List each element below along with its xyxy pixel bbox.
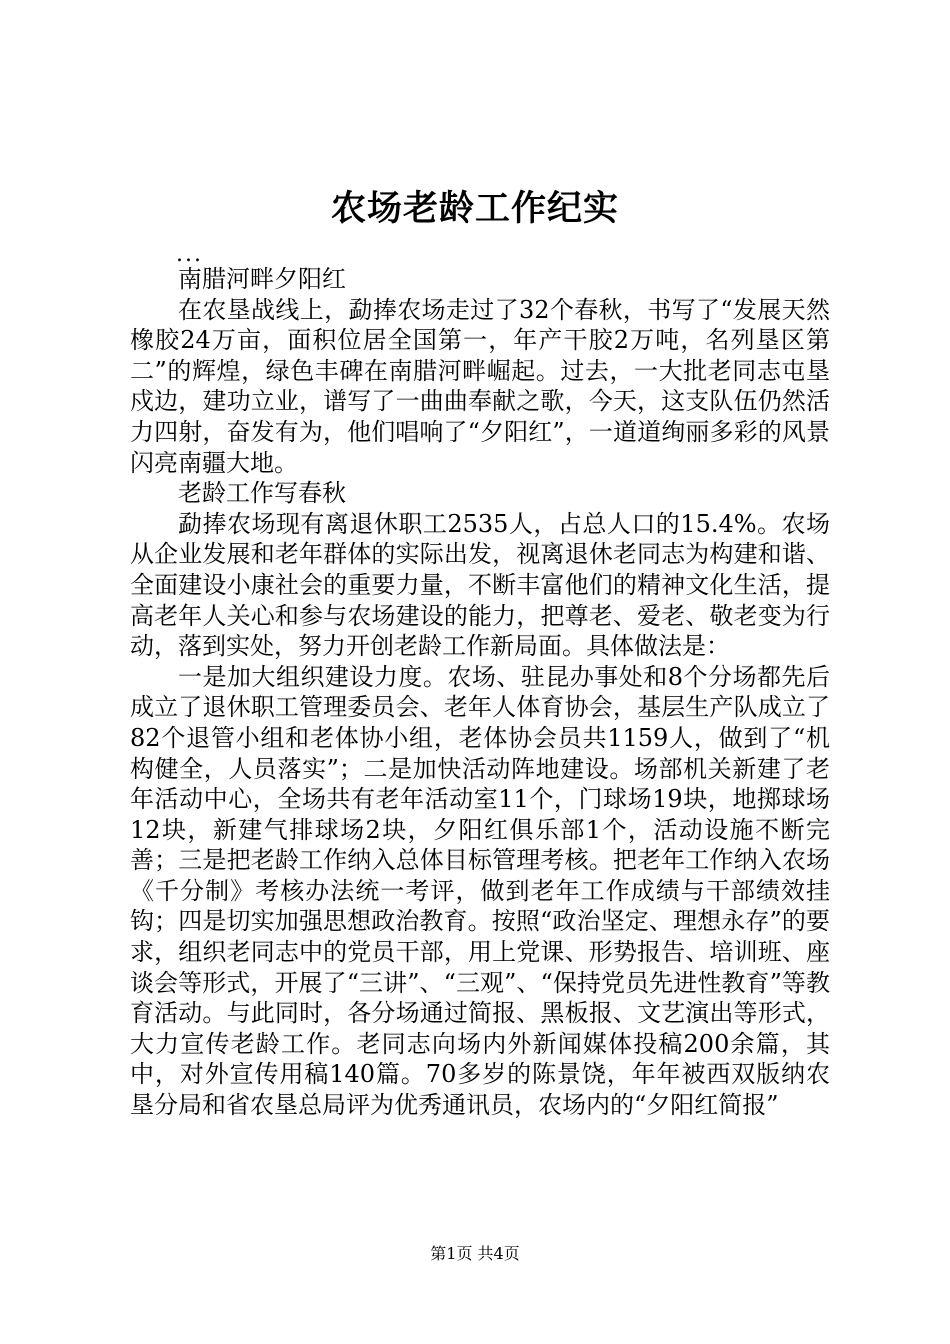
ellipsis-marker: ... (176, 242, 203, 267)
section-heading: 老龄工作写春秋 (178, 479, 346, 508)
document-body (130, 264, 830, 1121)
body-paragraph: 勐捧农场现有离退休职工2535人，占总人口的15.4%。农场从企业发展和老年群体的实际出发，视离退休老同志为构建和谐、全面建设小康社会的重要力量，不断丰富他们的精神文化生活，提高老年人关心和参与农场建设的能力，把尊老、爱老、敬老变为行动，落到实处，努力开创老龄工作新局面。具体做法是： (130, 509, 830, 661)
body-paragraph: 在农垦战线上，勐捧农场走过了32个春秋，书写了“发展天然橡胶24万亩，面积位居全国第一，年产干胶2万吨，名列垦区第二”的辉煌，绿色丰碑在南腊河畔崛起。过去，一大批老同志屯垦戍边，建功立业，谱写了一曲曲奉献之歌，今天，这支队伍仍然活力四射，奋发有为，他们唱响了“夕阳红”，一道道绚丽多彩的风景闪亮南疆大地。 (130, 295, 830, 477)
body-paragraph: 一是加大组织建设力度。农场、驻昆办事处和8个分场都先后成立了退休职工管理委员会、老年人体育协会，基层生产队成立了82个退管小组和老体协小组，老体协会员共1159人，做到了“机构健全，人员落实”；二是加快活动阵地建设。场部机关新建了老年活动中心，全场共有老年活动室11个，门球场19块，地掷球场12块，新建气排球场2块，夕阳红俱乐部1个，活动设施不断完善；三是把老龄工作纳入总体目标管理考核。把老年工作纳入农场《千分制》考核办法统一考评，做到老年工作成绩与干部绩效挂钩；四是切实加强思想政治教育。按照“政治坚定、理想永存”的要求，组织老同志中的党员干部，用上党课、形势报告、培训班、座谈会等形式，开展了“三讲”、“三观”、“保持党员先进性教育”等教育活动。与此同时，各分场通过简报、黑板报、文艺演出等形式，大力宣传老龄工作。老同志向场内外新闻媒体投稿200余篇，其中，对外宣传用稿140篇。70多岁的陈景饶，年年被西双版纳农垦分局和省农垦总局评为优秀通讯员，农场内的“夕阳红简报” (130, 662, 830, 1120)
page-footer: 第1页 共4页 (430, 1244, 520, 1263)
section-heading: 南腊河畔夕阳红 (178, 265, 346, 293)
document-title: 农场老龄工作纪实 (330, 188, 619, 229)
